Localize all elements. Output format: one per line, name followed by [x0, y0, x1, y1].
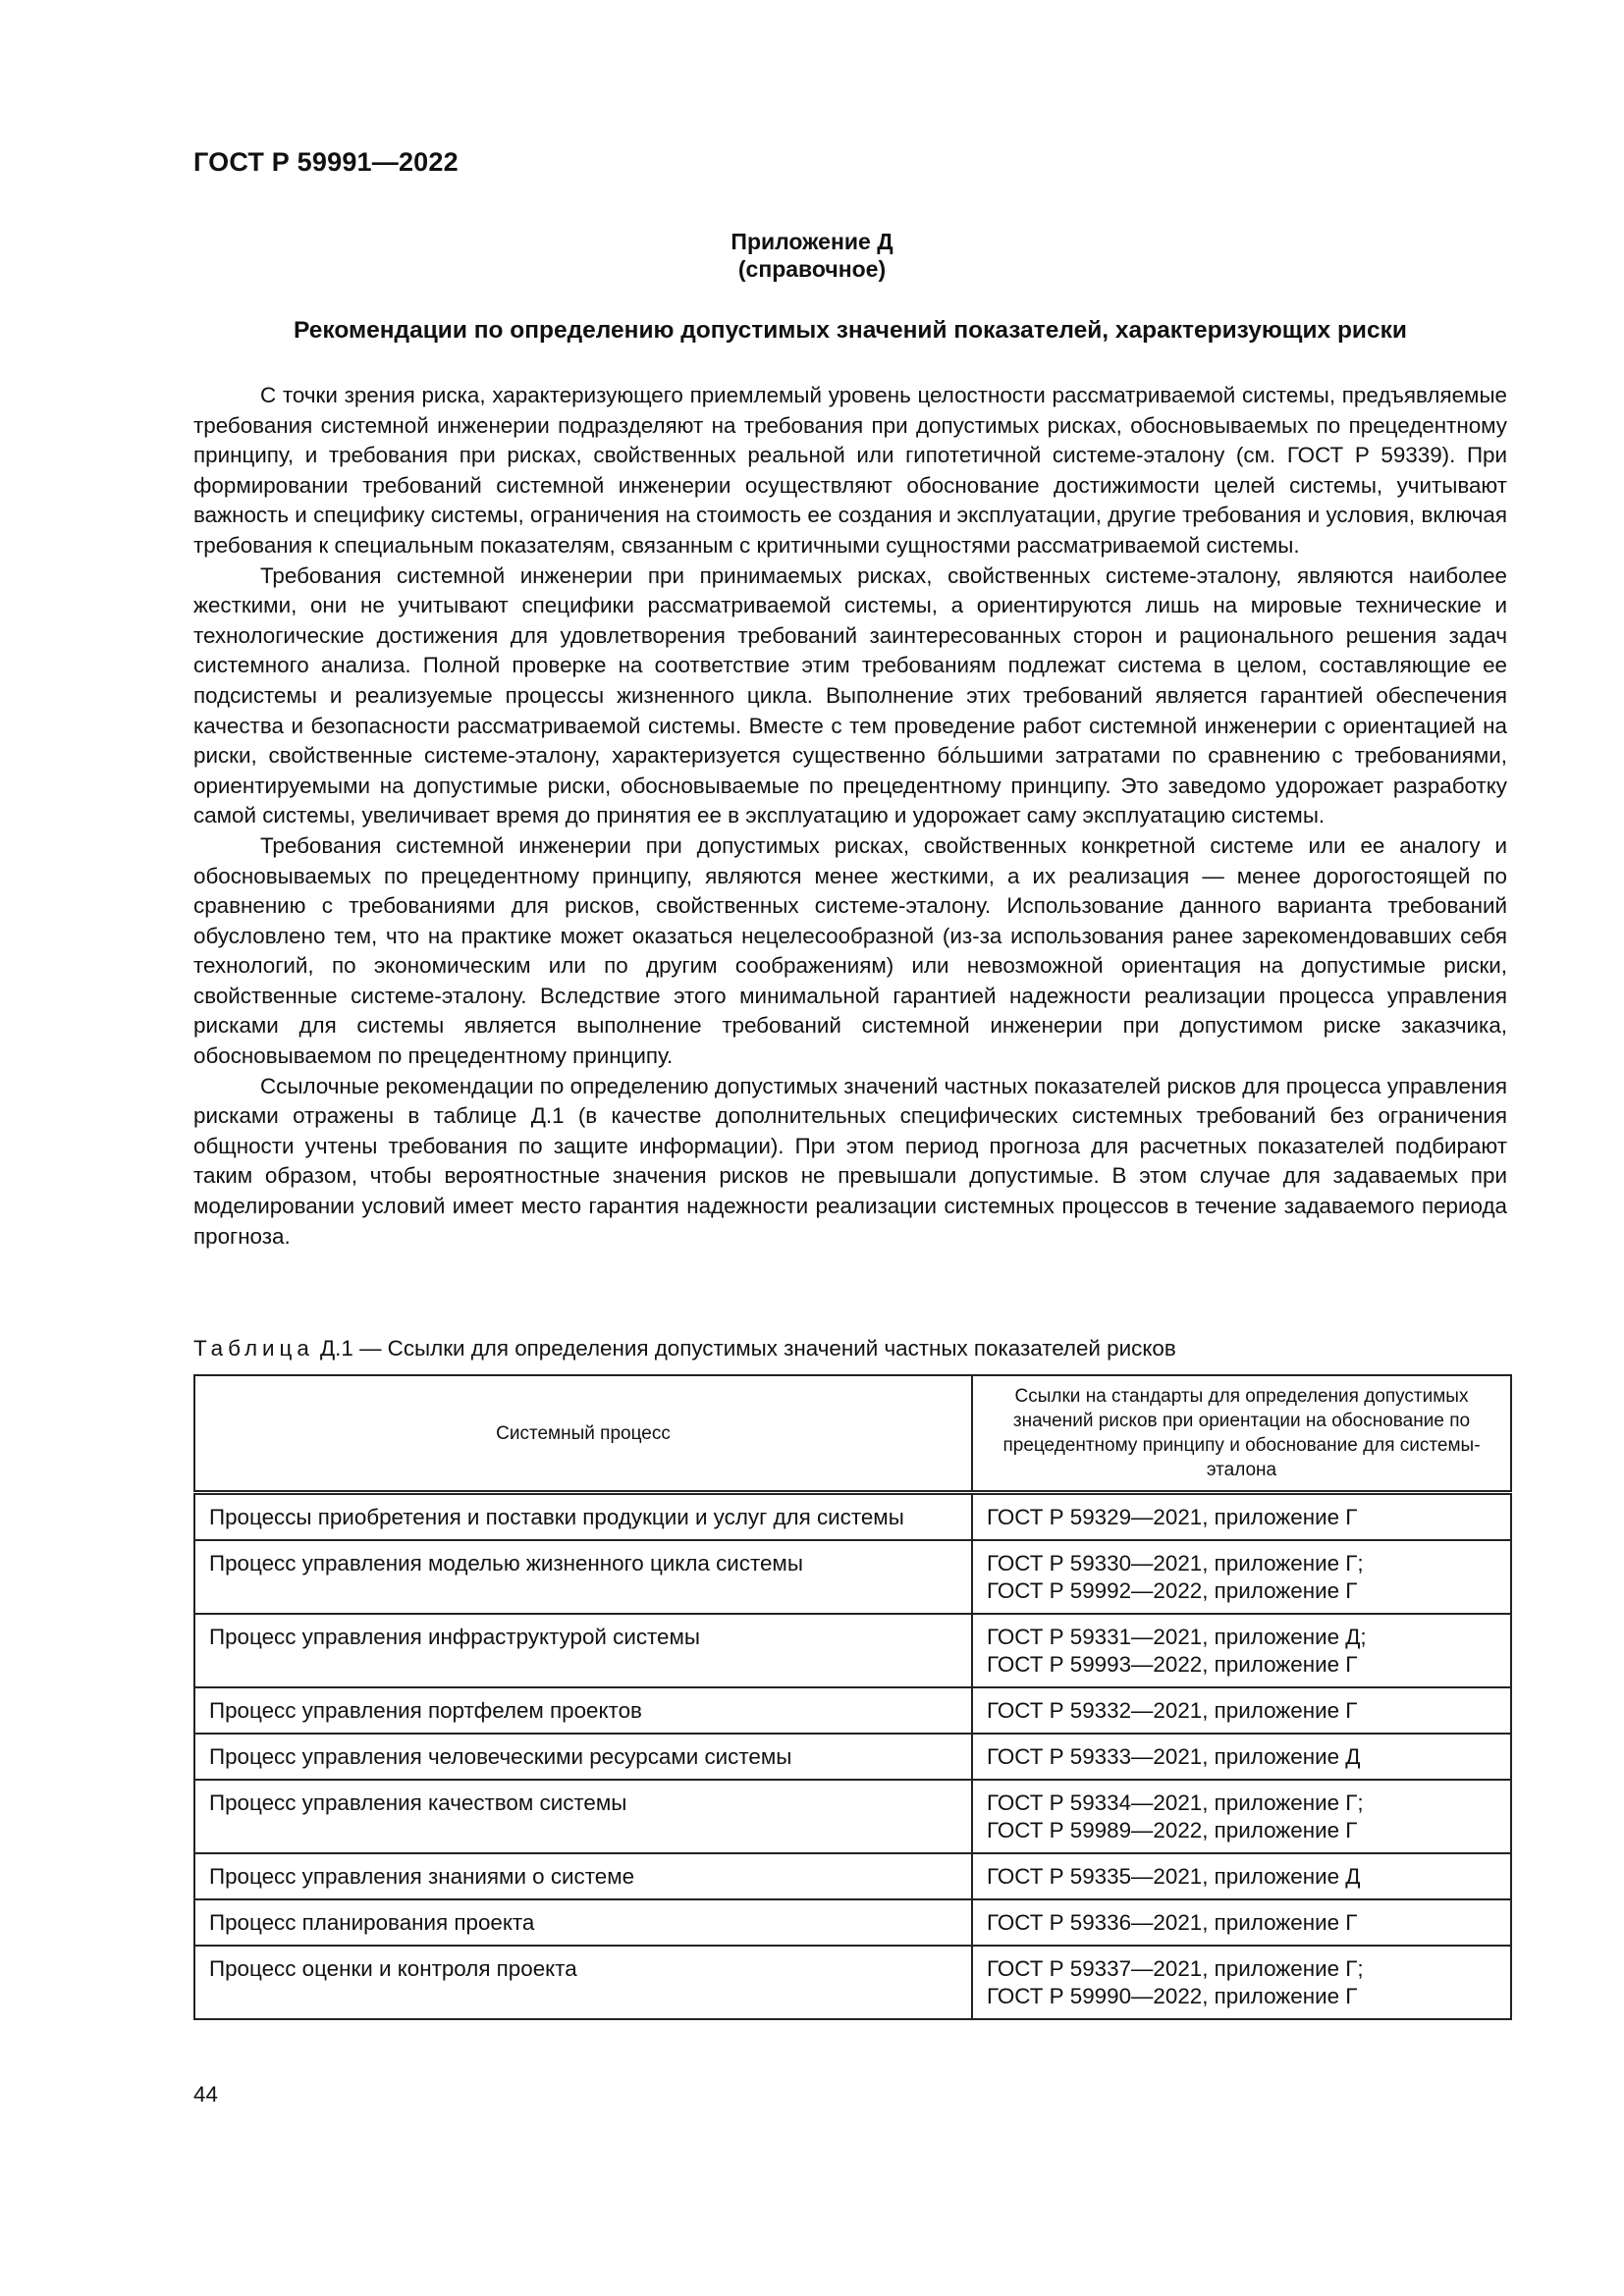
table-header-row: [194, 1375, 1511, 1493]
appendix-title: Приложение Д: [731, 229, 893, 254]
table-row: [194, 1899, 1511, 1946]
table-row: [194, 1734, 1511, 1780]
paragraph: С точки зрения риска, характеризующего приемлемый уровень целостности рассматриваемой системы, предъявляемые требования системной инженерии подразделяют на требования при допустимых рисках, обосновываемых по прецедентному принципу, и требования при рисках, свойственных реальной или гипотетичной системе-эталону (см. ГОСТ Р 59339). При формировании требований системной инженерии осуществляют обоснование достижимости целей системы, учитывают важность и специфику системы, ограничения на стоимость ее создания и эксплуатации, другие требования и условия, включая требования к специальным показателям, связанным с критичными сущностями рассматриваемой системы.: [193, 383, 1507, 558]
appendix-subtitle: (справочное): [737, 256, 887, 282]
process-cell: Процесс планирования проекта: [194, 1899, 972, 1946]
table-row: [194, 1614, 1511, 1687]
standard-reference: ГОСТ Р 59335—2021, приложение Д: [987, 1864, 1361, 1889]
process-cell: Процесс управления инфраструктурой системы: [194, 1614, 972, 1687]
reference-cell: [972, 1540, 1511, 1614]
paragraph: Ссылочные рекомендации по определению допустимых значений частных показателей рисков для процесса управления рисками отражены в таблице Д.1 (в качестве дополнительных специфических системных требований без ограничения общности учтены требования по защите информации). При этом период прогноза для расчетных показателей подбирают таким образом, чтобы вероятностные значения рисков не превышали допустимые. В этом случае для задаваемых при моделировании условий имеет место гарантия надежности реализации системных процессов в течение задаваемого периода прогноза.: [193, 1073, 1507, 1249]
process-cell: Процесс управления моделью жизненного цикла системы: [194, 1540, 972, 1614]
reference-cell: [972, 1614, 1511, 1687]
standard-reference: ГОСТ Р 59990—2022, приложение Г: [987, 1984, 1358, 2008]
reference-table: [193, 1374, 1512, 2020]
process-cell: Процесс управления знаниями о системе: [194, 1853, 972, 1899]
table-caption-text: Д.1 — Ссылки для определения допустимых значений частных показателей рисков: [313, 1336, 1176, 1361]
reference-cell: [972, 1946, 1511, 2019]
reference-cell: [972, 1734, 1511, 1780]
section-title: Рекомендации по определению допустимых значений показателей, характеризующих риски: [294, 317, 1407, 344]
process-cell: Процессы приобретения и поставки продукции и услуг для системы: [194, 1493, 972, 1541]
table-caption-prefix: Таблица: [193, 1336, 314, 1361]
table-row: [194, 1493, 1511, 1541]
reference-cell: [972, 1899, 1511, 1946]
standard-reference: ГОСТ Р 59992—2022, приложение Г: [987, 1578, 1358, 1603]
paragraph: Требования системной инженерии при допустимых рисках, свойственных конкретной системе или ее аналогу и обосновываемых по прецедентному принципу, являются менее жесткими, а их реализация — менее дорогостоящей по сравнению с требованиями для рисков, свойственных системе-эталону. Использование данного варианта требований обусловлено тем, что на практике может оказаться нецелесообразной (из-за использования ранее зарекомендовавших себя технологий, по экономическим или по другим соображениям) или невозможной ориентация на допустимые риски, свойственные системе-эталону. Вследствие этого минимальной гарантией надежности реализации процесса управления рисками для системы является выполнение требований системной инженерии при допустимом риске заказчика, обосновываемом по прецедентному принципу.: [193, 832, 1507, 1069]
standard-reference: ГОСТ Р 59989—2022, приложение Г: [987, 1818, 1358, 1842]
standard-reference: ГОСТ Р 59337—2021, приложение Г;: [987, 1956, 1364, 1981]
table-body: [194, 1493, 1511, 2020]
standard-reference: ГОСТ Р 59331—2021, приложение Д;: [987, 1625, 1367, 1649]
standard-reference: ГОСТ Р 59336—2021, приложение Г: [987, 1910, 1358, 1935]
body-text: [193, 381, 1507, 1252]
table-row: [194, 1780, 1511, 1853]
standard-reference: ГОСТ Р 59332—2021, приложение Г: [987, 1698, 1358, 1723]
standard-reference: ГОСТ Р 59334—2021, приложение Г;: [987, 1790, 1364, 1815]
reference-cell: [972, 1853, 1511, 1899]
process-cell: Процесс управления качеством системы: [194, 1780, 972, 1853]
process-cell: Процесс управления человеческими ресурсами системы: [194, 1734, 972, 1780]
document-code: ГОСТ Р 59991—2022: [193, 147, 459, 177]
reference-cell: [972, 1780, 1511, 1853]
table-row: [194, 1540, 1511, 1614]
standard-reference: ГОСТ Р 59329—2021, приложение Г: [987, 1505, 1358, 1529]
reference-cell: [972, 1493, 1511, 1541]
standard-reference: ГОСТ Р 59993—2022, приложение Г: [987, 1652, 1358, 1677]
process-cell: Процесс оценки и контроля проекта: [194, 1946, 972, 2019]
header-references: Ссылки на стандарты для определения допустимых значений рисков при ориентации на обоснование по прецедентному принципу и обоснование для системы-эталона: [972, 1375, 1511, 1493]
table-row: [194, 1687, 1511, 1734]
header-process: Системный процесс: [194, 1375, 972, 1493]
standard-reference: ГОСТ Р 59333—2021, приложение Д: [987, 1744, 1361, 1769]
table-caption: [193, 1335, 1509, 1362]
table-row: [194, 1853, 1511, 1899]
appendix-heading: [0, 228, 1624, 283]
process-cell: Процесс управления портфелем проектов: [194, 1687, 972, 1734]
reference-cell: [972, 1687, 1511, 1734]
page-number: 44: [193, 2082, 218, 2107]
table-row: [194, 1946, 1511, 2019]
paragraph: Требования системной инженерии при принимаемых рисках, свойственных системе-эталону, являются наиболее жесткими, они не учитывают специфики рассматриваемой системы, а ориентируются лишь на мировые технические и технологические достижения для удовлетворения требований заинтересованных сторон и рационального решения задач системного анализа. Полной проверке на соответствие этим требованиям подлежат система в целом, составляющие ее подсистемы и реализуемые процессы жизненного цикла. Выполнение этих требований является гарантией обеспечения качества и безопасности рассматриваемой системы. Вместе с тем проведение работ системной инженерии с ориентацией на риски, свойственные системе-эталону, характеризуется существенно бóльшими затратами по сравнению с требованиями, ориентируемыми на допустимые риски, обосновываемые по прецедентному принципу. Это заведомо удорожает разработку самой системы, увеличивает время до принятия ее в эксплуатацию и удорожает саму эксплуатацию системы.: [193, 562, 1507, 828]
standard-reference: ГОСТ Р 59330—2021, приложение Г;: [987, 1551, 1364, 1575]
